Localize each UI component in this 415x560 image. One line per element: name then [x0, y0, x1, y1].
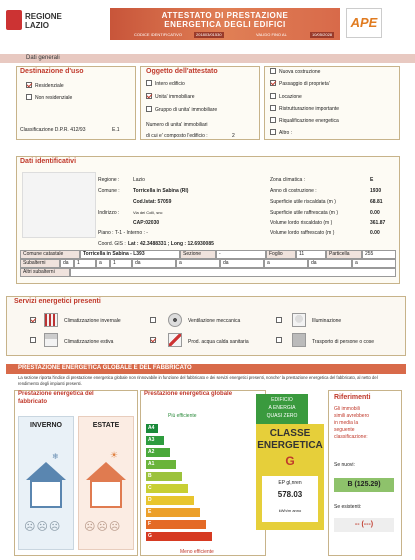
anno-label: Anno di costruzione : [270, 188, 317, 194]
energy-class-a3: A3 [146, 436, 164, 445]
rif-text-2: simili avrebbero [334, 413, 370, 419]
energy-class-a4: A4 [146, 424, 158, 433]
sub-da-label-4: da [308, 259, 352, 268]
piu-efficiente-label: Più efficiente [168, 413, 197, 419]
nzeb-line1: EDIFICIO [271, 397, 293, 403]
se-esistenti-value: -- (---) [334, 518, 394, 532]
smiley-summer-icon: ☹☹☹ [84, 521, 122, 533]
sup-utile-value: 68.81 [370, 199, 383, 205]
sub-a-label: a [96, 259, 110, 268]
smiley-winter-icon: ☹☹☹ [24, 521, 62, 533]
riqualificazione-checkbox[interactable] [270, 117, 276, 123]
nzeb-line2: A ENERGIA [268, 405, 296, 411]
numero-unita-label2: di cui e' composto l'edificio : [146, 133, 208, 139]
regione-label: Regione : [98, 177, 120, 183]
foglio-value: 11 [296, 250, 326, 259]
comune-catastale-label: Comune catastale [20, 250, 80, 259]
energy-class-a2: A2 [146, 448, 170, 457]
code-value: 201803/01530 [196, 32, 222, 37]
fabbricato-title-1: Prestazione energetica del [18, 391, 94, 397]
ape-logo-text: APE [350, 15, 378, 30]
numero-unita-label1: Numero di unita' immobiliari [146, 122, 208, 128]
altro-checkbox[interactable] [270, 129, 276, 135]
region-name-line1: REGIONE [25, 12, 62, 21]
locazione-label: Locazione [279, 94, 302, 100]
clima-estiva-label: Climatizzazione estiva [64, 339, 114, 345]
altri-subalterni-value [70, 268, 396, 277]
ep-value: 578.03 [277, 490, 303, 499]
sub-a-label-4: a [352, 259, 396, 268]
subalterni-label: Subalterni [20, 259, 60, 268]
illuminazione-label: Illuminazione [312, 318, 342, 324]
energy-class-g: G [146, 532, 212, 541]
energy-class-f: F [146, 520, 206, 529]
nuova-costruzione-label: Nuova costruzione [279, 69, 321, 75]
motivo-box [264, 66, 400, 140]
cap-label: CAP:02030 [133, 220, 160, 226]
vol-risc-value: 361.87 [370, 220, 386, 226]
residenziale-label: Residenziale [35, 83, 64, 89]
vol-raff-value: 0.00 [370, 230, 380, 236]
acqua-calda-checkbox[interactable] [150, 337, 156, 343]
non-residenziale-checkbox[interactable] [26, 94, 32, 100]
classe-line1: CLASSE [269, 428, 311, 439]
region-name-line2: LAZIO [25, 21, 49, 30]
valid-value: 10/05/2028 [312, 32, 333, 37]
se-nuovi-label: Se nuovi: [334, 462, 355, 468]
intero-edificio-label: Intero edificio [155, 81, 185, 87]
globale-title: Prestazione energetica globale [144, 391, 233, 397]
ep-unit: kWh/m anno [278, 508, 302, 513]
house-summer-icon [86, 462, 126, 480]
particella-label: Particella [326, 250, 362, 259]
house-winter-icon [26, 462, 66, 480]
sezione-value: - [216, 250, 266, 259]
servizi-title: Servizi energetici presenti [14, 298, 101, 305]
passaggio-proprieta-checkbox[interactable] [270, 80, 276, 86]
piano-label: Piano : T-1 - Interno : - [98, 230, 148, 236]
rif-text-3: in media la [334, 420, 359, 426]
sub-da-label-3: da [220, 259, 264, 268]
title-line2: ENERGETICA DEGLI EDIFICI [164, 20, 286, 29]
sup-raff-label: Superficie utile raffrescata (m ) [270, 210, 338, 216]
sun-icon: ☀ [110, 450, 119, 460]
illuminazione-checkbox[interactable] [276, 317, 282, 323]
oggetto-title: Oggetto dell'attestato [146, 68, 218, 75]
particella-value: 255 [362, 250, 396, 259]
elevator-icon [292, 333, 306, 347]
sezione-label: Sezione [180, 250, 216, 259]
fabbricato-title-2: fabbricato [18, 399, 48, 405]
se-nuovi-value: B (125.29) [334, 478, 394, 492]
rif-text-4: seguente [334, 427, 355, 433]
coord-value: Lat : 42.3488331 ; Long : 12.6930085 [128, 241, 214, 247]
dati-generali-title: Dati generali [26, 55, 60, 61]
clima-invernale-checkbox[interactable] [30, 317, 36, 323]
classe-line2: ENERGETICA [257, 440, 323, 451]
altri-subalterni-label: Altri subalterni [20, 268, 70, 277]
numero-unita-value: 2 [232, 133, 235, 139]
ape-logo [346, 8, 382, 38]
ventilazione-checkbox[interactable] [150, 317, 156, 323]
unita-immobiliare-label: Unita' immobiliare [155, 94, 195, 100]
radiator-icon [44, 313, 58, 327]
destinazione-title: Destinazione d'uso [20, 68, 84, 75]
altro-label: Altro : [279, 130, 293, 136]
house-winter-body [30, 480, 62, 508]
regione-value: Lazio [133, 177, 145, 183]
zona-value: E [370, 177, 374, 183]
servizi-box [6, 296, 406, 356]
classificazione-label: Classificazione D.P.R. 412/93 [20, 127, 86, 133]
codistat-label: Cod.Istat: 57059 [133, 199, 172, 205]
oggetto-box [140, 66, 260, 140]
intero-edificio-checkbox[interactable] [146, 80, 152, 86]
fan-icon [168, 313, 182, 327]
dati-generali-bar [0, 54, 415, 63]
sub-a-value: 1 [110, 259, 132, 268]
comune-label: Comune : [98, 188, 120, 194]
trasporto-checkbox[interactable] [276, 337, 282, 343]
catasto-table [20, 250, 396, 280]
energy-class-d: D [146, 496, 194, 505]
se-esistenti-label: Se esistenti: [334, 504, 362, 510]
non-residenziale-label: Non residenziale [35, 95, 73, 101]
region-logo [6, 10, 22, 30]
riqualificazione-label: Riqualificazione energetica [279, 118, 339, 124]
foglio-label: Foglio [266, 250, 296, 259]
residenziale-checkbox[interactable] [26, 82, 32, 88]
estate-label: ESTATE [92, 422, 120, 429]
coord-label: Coord. GIS : [98, 241, 126, 247]
sub-a-label-3: a [264, 259, 308, 268]
comune-value: Torricella in Sabina (RI) [133, 188, 189, 194]
sub-da-label-2: da [132, 259, 176, 268]
clima-estiva-checkbox[interactable] [30, 337, 36, 343]
trasporto-label: Trasporto di persone o cose [312, 339, 375, 345]
anno-value: 1930 [370, 188, 382, 194]
locazione-checkbox[interactable] [270, 93, 276, 99]
vol-raff-label: Volume lordo raffrescato (m ) [270, 230, 335, 236]
indirizzo-label: Indirizzo : [98, 210, 120, 216]
classificazione-value: E.1 [112, 127, 120, 133]
valid-label: VALIDO FINO AL [256, 32, 287, 37]
ristrutturazione-label: Ristrutturazione importante [279, 106, 340, 112]
energy-class-c: C [146, 484, 188, 493]
energy-class-b: B [146, 472, 182, 481]
ristrutturazione-checkbox[interactable] [270, 105, 276, 111]
inverno-label: INVERNO [30, 422, 62, 429]
ventilazione-label: Ventilazione meccanica [188, 318, 241, 324]
ep-label: EP gl,nren [278, 480, 302, 486]
sup-utile-label: Superficie utile riscaldata (m ) [270, 199, 336, 205]
zona-label: Zona climatica : [270, 177, 306, 183]
acqua-calda-label: Prod. acqua calda sanitaria [188, 339, 249, 345]
bulb-icon [292, 313, 306, 327]
ac-icon [44, 333, 58, 347]
sub-da-label: da [60, 259, 74, 268]
snowflake-icon: ❄ [52, 452, 59, 461]
title-line1: ATTESTATO DI PRESTAZIONE [161, 11, 289, 20]
faucet-icon [168, 333, 182, 347]
building-photo [22, 172, 96, 238]
rif-text-1: Gli immobili [334, 406, 360, 412]
indirizzo-value: Via dei Colli, snc [133, 210, 163, 215]
rif-text-5: classificazione: [334, 434, 368, 440]
clima-invernale-label: Climatizzazione invernale [64, 318, 121, 324]
dati-identificativi-title: Dati identificativi [20, 158, 77, 165]
sub-da-value: 1 [74, 259, 96, 268]
comune-catastale-value: Torricella in Sabina - L393 [80, 250, 180, 259]
gruppo-unita-checkbox[interactable] [146, 106, 152, 112]
vol-risc-label: Volume lordo riscaldato (m ) [270, 220, 333, 226]
sub-a-label-2: a [176, 259, 220, 268]
code-label: CODICE IDENTIFICATIVO [134, 32, 182, 37]
sup-raff-value: 0.00 [370, 210, 380, 216]
energy-class-e: E [146, 508, 200, 517]
unita-immobiliare-checkbox[interactable] [146, 93, 152, 99]
house-summer-body [90, 480, 122, 508]
energy-class-a1: A1 [146, 460, 176, 469]
meno-efficiente-label: Meno efficiente [180, 549, 214, 555]
prestazione-intro: La sezione riporta l'indice di prestazione energetica globale non rinnovabile in funzione del fabbricato e dei servizi energetici presenti, nonche' la prestazione energetica del fabbricato, al netto del rendimento degli impianti presenti. [18, 375, 378, 386]
riferimenti-title: Riferimenti [334, 394, 371, 401]
classe-value: G [285, 454, 295, 468]
nuova-costruzione-checkbox[interactable] [270, 68, 276, 74]
prestazione-title: PRESTAZIONE ENERGETICA GLOBALE E DEL FABBRICATO [18, 365, 192, 371]
nzeb-line3: QUASI ZERO [266, 413, 298, 419]
header [0, 0, 415, 44]
passaggio-proprieta-label: Passaggio di proprieta' [279, 81, 330, 87]
gruppo-unita-label: Gruppo di unita' immobiliare [155, 107, 218, 113]
